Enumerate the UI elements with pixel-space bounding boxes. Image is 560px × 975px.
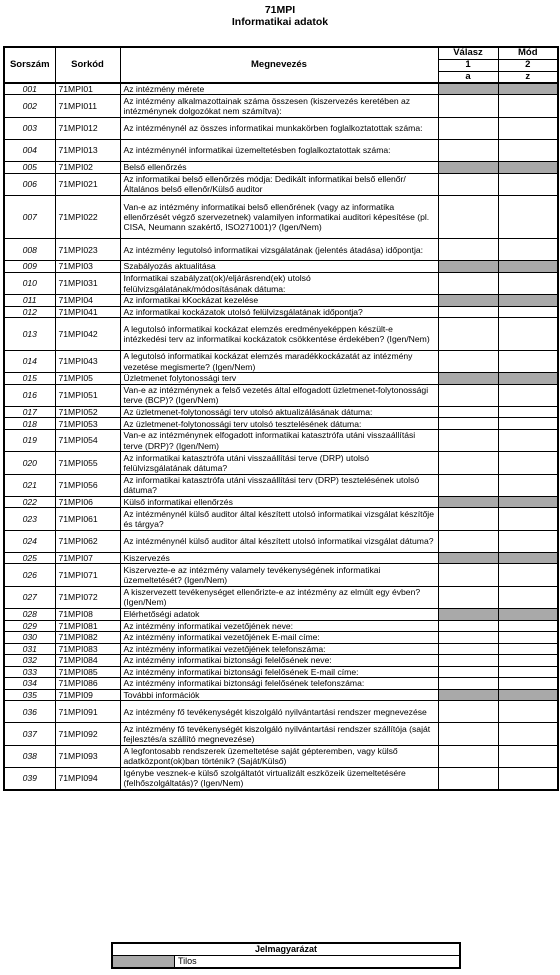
row-mod-cell[interactable] <box>498 429 558 451</box>
row-sorszam: 032 <box>4 655 55 667</box>
row-valasz-cell[interactable] <box>438 586 498 608</box>
col-header-sorkod: Sorkód <box>55 47 120 83</box>
row-sorszam: 016 <box>4 384 55 406</box>
row-sorkod: 71MPI011 <box>55 95 120 117</box>
row-mod-cell[interactable] <box>498 643 558 655</box>
row-sorszam: 022 <box>4 496 55 508</box>
row-megnevezes: Az informatikai katasztrófa utáni visszaállítási terve (DRP) utolsó felülvizsgálatának dátuma? <box>120 452 438 474</box>
row-mod-cell[interactable] <box>498 173 558 195</box>
row-sorszam: 004 <box>4 139 55 161</box>
table-row <box>4 117 558 139</box>
table-row <box>4 95 558 117</box>
row-valasz-cell <box>438 373 498 385</box>
row-mod-cell <box>498 162 558 174</box>
row-megnevezes: A kiszervezett tevékenységet ellenőrizte-e az intézmény az elmúlt egy évben? (Igen/Nem) <box>120 586 438 608</box>
row-valasz-cell[interactable] <box>438 350 498 372</box>
row-sorszam: 006 <box>4 173 55 195</box>
row-megnevezes: Az intézmény informatikai biztonsági felelősének E-mail címe: <box>120 666 438 678</box>
row-sorkod: 71MPI05 <box>55 373 120 385</box>
row-valasz-cell <box>438 162 498 174</box>
row-valasz-cell <box>438 295 498 307</box>
row-megnevezes: Elérhetőségi adatok <box>120 609 438 621</box>
row-valasz-cell[interactable] <box>438 474 498 496</box>
row-valasz-cell[interactable] <box>438 195 498 238</box>
table-row <box>4 496 558 508</box>
row-sorkod: 71MPI083 <box>55 643 120 655</box>
row-mod-cell[interactable] <box>498 586 558 608</box>
table-row <box>4 272 558 294</box>
row-sorkod: 71MPI02 <box>55 162 120 174</box>
row-sorszam: 002 <box>4 95 55 117</box>
row-sorkod: 71MPI041 <box>55 306 120 318</box>
table-row <box>4 83 558 95</box>
form-code: 71MPI <box>264 4 296 16</box>
legend-title: Jelmagyarázat <box>112 943 460 956</box>
row-megnevezes: Az informatikai kKockázat kezelése <box>120 295 438 307</box>
table-row <box>4 508 558 530</box>
row-valasz-cell[interactable] <box>438 318 498 351</box>
row-mod-cell[interactable] <box>498 350 558 372</box>
row-sorszam: 024 <box>4 530 55 552</box>
table-row <box>4 452 558 474</box>
table-row <box>4 564 558 586</box>
row-megnevezes: A legutolsó informatikai kockázat elemzés maradékkockázatát az intézmény vezetése megismerte? (Igen/Nem) <box>120 350 438 372</box>
table-row <box>4 723 558 745</box>
row-valasz-cell[interactable] <box>438 745 498 767</box>
table-row <box>4 655 558 667</box>
row-sorkod: 71MPI055 <box>55 452 120 474</box>
row-sorkod: 71MPI04 <box>55 295 120 307</box>
row-sorszam: 008 <box>4 239 55 261</box>
table-header <box>4 47 558 83</box>
table-row <box>4 384 558 406</box>
row-megnevezes: Az intézmény mérete <box>120 83 438 95</box>
row-sorszam: 007 <box>4 195 55 238</box>
row-valasz-cell <box>438 496 498 508</box>
table-row <box>4 295 558 307</box>
row-sorkod: 71MPI013 <box>55 139 120 161</box>
row-valasz-cell[interactable] <box>438 452 498 474</box>
row-mod-cell <box>498 83 558 95</box>
row-megnevezes: Szabályozás aktualitása <box>120 261 438 273</box>
row-mod-cell[interactable] <box>498 701 558 723</box>
row-sorszam: 021 <box>4 474 55 496</box>
row-valasz-cell[interactable] <box>438 117 498 139</box>
row-sorkod: 71MPI023 <box>55 239 120 261</box>
table-row <box>4 767 558 789</box>
col-header-valasz-letter: a <box>438 71 498 83</box>
row-sorkod: 71MPI054 <box>55 429 120 451</box>
row-mod-cell <box>498 373 558 385</box>
row-sorkod: 71MPI082 <box>55 632 120 644</box>
table-row <box>4 418 558 430</box>
row-sorszam: 028 <box>4 609 55 621</box>
row-sorkod: 71MPI081 <box>55 620 120 632</box>
row-valasz-cell[interactable] <box>438 429 498 451</box>
row-valasz-cell[interactable] <box>438 306 498 318</box>
table-row <box>4 620 558 632</box>
row-sorszam: 003 <box>4 117 55 139</box>
row-megnevezes: Az intézmény legutolsó informatikai vizsgálatának (jelentés átadása) időpontja: <box>120 239 438 261</box>
row-sorszam: 019 <box>4 429 55 451</box>
table-row <box>4 306 558 318</box>
col-header-valasz-num: 1 <box>438 59 498 71</box>
row-sorkod: 71MPI056 <box>55 474 120 496</box>
row-sorszam: 035 <box>4 689 55 701</box>
table-row <box>4 530 558 552</box>
row-megnevezes: Az intézmény fő tevékenységét kiszolgáló nyilvántartási rendszer megnevezése <box>120 701 438 723</box>
row-mod-cell[interactable] <box>498 474 558 496</box>
col-header-sorszam: Sorszám <box>4 47 55 83</box>
row-sorszam: 020 <box>4 452 55 474</box>
table-row <box>4 318 558 351</box>
row-valasz-cell <box>438 261 498 273</box>
row-megnevezes: A legfontosabb rendszerek üzemeltetése saját gépteremben, vagy külső adatközpont(ok)ban történik? (Saját/Külső) <box>120 745 438 767</box>
row-valasz-cell[interactable] <box>438 643 498 655</box>
row-mod-cell[interactable] <box>498 666 558 678</box>
table-row <box>4 701 558 723</box>
row-sorkod: 71MPI053 <box>55 418 120 430</box>
row-sorszam: 031 <box>4 643 55 655</box>
row-sorszam: 037 <box>4 723 55 745</box>
row-megnevezes: A legutolsó informatikai kockázat elemzés eredményeképpen készült-e intézkedési terv az informatikai kockázatok csökkentése érdekében? (Igen/Nem) <box>120 318 438 351</box>
row-mod-cell[interactable] <box>498 632 558 644</box>
row-valasz-cell[interactable] <box>438 239 498 261</box>
row-sorszam: 011 <box>4 295 55 307</box>
row-megnevezes: Az informatikai kockázatok utolsó felülvizsgálatának időpontja? <box>120 306 438 318</box>
row-sorkod: 71MPI062 <box>55 530 120 552</box>
row-sorszam: 017 <box>4 406 55 418</box>
row-valasz-cell <box>438 609 498 621</box>
row-sorszam: 034 <box>4 678 55 690</box>
row-valasz-cell[interactable] <box>438 666 498 678</box>
row-mod-cell[interactable] <box>498 767 558 789</box>
row-mod-cell[interactable] <box>498 530 558 552</box>
row-megnevezes: Az intézménynél külső auditor által készített utolsó informatikai vizsgálat készítője és tárgya? <box>120 508 438 530</box>
row-sorkod: 71MPI043 <box>55 350 120 372</box>
row-sorszam: 029 <box>4 620 55 632</box>
col-header-megnevezes: Megnevezés <box>120 47 438 83</box>
row-sorkod: 71MPI012 <box>55 117 120 139</box>
row-sorszam: 039 <box>4 767 55 789</box>
row-sorszam: 009 <box>4 261 55 273</box>
row-sorszam: 030 <box>4 632 55 644</box>
row-valasz-cell <box>438 83 498 95</box>
row-sorkod: 71MPI092 <box>55 723 120 745</box>
page-title: Informatikai adatok <box>231 16 329 28</box>
row-valasz-cell[interactable] <box>438 139 498 161</box>
row-sorkod: 71MPI071 <box>55 564 120 586</box>
table-row <box>4 666 558 678</box>
row-mod-cell <box>498 609 558 621</box>
row-mod-cell <box>498 552 558 564</box>
row-megnevezes: Az intézmény informatikai vezetőjének neve: <box>120 620 438 632</box>
row-sorszam: 015 <box>4 373 55 385</box>
row-sorszam: 027 <box>4 586 55 608</box>
row-sorkod: 71MPI091 <box>55 701 120 723</box>
table-row <box>4 678 558 690</box>
row-megnevezes: Kiszervezés <box>120 552 438 564</box>
row-valasz-cell[interactable] <box>438 95 498 117</box>
table-row <box>4 162 558 174</box>
row-sorkod: 71MPI051 <box>55 384 120 406</box>
table-row <box>4 373 558 385</box>
row-mod-cell <box>498 261 558 273</box>
row-megnevezes: Az üzletmenet-folytonossági terv utolsó tesztelésének dátuma: <box>120 418 438 430</box>
row-valasz-cell[interactable] <box>438 564 498 586</box>
col-header-valasz: Válasz <box>438 47 498 59</box>
row-sorkod: 71MPI072 <box>55 586 120 608</box>
row-mod-cell[interactable] <box>498 406 558 418</box>
row-valasz-cell[interactable] <box>438 620 498 632</box>
row-sorszam: 018 <box>4 418 55 430</box>
row-megnevezes: További információk <box>120 689 438 701</box>
row-sorkod: 71MPI086 <box>55 678 120 690</box>
row-sorkod: 71MPI042 <box>55 318 120 351</box>
row-mod-cell[interactable] <box>498 318 558 351</box>
row-megnevezes: Az intézmény informatikai biztonsági felelősének telefonszáma: <box>120 678 438 690</box>
row-sorszam: 012 <box>4 306 55 318</box>
row-mod-cell[interactable] <box>498 139 558 161</box>
row-mod-cell[interactable] <box>498 745 558 767</box>
row-megnevezes: Az informatikai katasztrófa utáni visszaállítási terv (DRP) tesztelésének utolsó dátuma? <box>120 474 438 496</box>
row-mod-cell <box>498 496 558 508</box>
table-body <box>4 83 558 790</box>
row-megnevezes: Kiszervezte-e az intézmény valamely tevékenységének informatikai üzemeltetését? (Igen/Nem) <box>120 564 438 586</box>
row-megnevezes: Az intézmény informatikai vezetőjének telefonszáma: <box>120 643 438 655</box>
table-row <box>4 474 558 496</box>
table-row <box>4 195 558 238</box>
row-sorkod: 71MPI022 <box>55 195 120 238</box>
row-valasz-cell[interactable] <box>438 767 498 789</box>
table-row <box>4 609 558 621</box>
row-megnevezes: Igénybe vesznek-e külső szolgáltatót virtualizált eszközeik üzemeltetésére (felhőszolgáltatás)? (Igen/Nem) <box>120 767 438 789</box>
row-megnevezes: Informatikai szabályzat(ok)/eljárásrend(ek) utolsó felülvizsgálatának/módosításának dátuma: <box>120 272 438 294</box>
row-megnevezes: Az intézménynél külső auditor által készített utolsó informatikai vizsgálat dátuma? <box>120 530 438 552</box>
row-megnevezes: Az intézmény alkalmazottainak száma összesen (kiszervezés keretében az intézménynek dolgozókat nem számítva): <box>120 95 438 117</box>
row-mod-cell[interactable] <box>498 384 558 406</box>
row-megnevezes: Az üzletmenet-folytonossági terv utolsó aktualizálásának dátuma: <box>120 406 438 418</box>
row-megnevezes: Külső informatikai ellenőrzés <box>120 496 438 508</box>
row-valasz-cell[interactable] <box>438 272 498 294</box>
table-row <box>4 586 558 608</box>
row-megnevezes: Az intézménynél az összes informatikai munkakörben foglalkoztatottak száma: <box>120 117 438 139</box>
row-mod-cell[interactable] <box>498 678 558 690</box>
row-megnevezes: Az intézmény informatikai biztonsági felelősének neve: <box>120 655 438 667</box>
row-megnevezes: Az intézménynél informatikai üzemeltetésben foglalkoztatottak száma: <box>120 139 438 161</box>
row-valasz-cell[interactable] <box>438 678 498 690</box>
row-valasz-cell[interactable] <box>438 418 498 430</box>
legend-label-tilos: Tilos <box>175 956 461 969</box>
table-row <box>4 643 558 655</box>
table-row <box>4 173 558 195</box>
row-mod-cell[interactable] <box>498 117 558 139</box>
table-row <box>4 406 558 418</box>
table-row <box>4 239 558 261</box>
row-valasz-cell <box>438 689 498 701</box>
row-sorszam: 025 <box>4 552 55 564</box>
row-sorkod: 71MPI061 <box>55 508 120 530</box>
row-sorkod: 71MPI06 <box>55 496 120 508</box>
row-sorszam: 023 <box>4 508 55 530</box>
row-mod-cell[interactable] <box>498 452 558 474</box>
row-mod-cell[interactable] <box>498 272 558 294</box>
row-sorszam: 014 <box>4 350 55 372</box>
row-sorszam: 001 <box>4 83 55 95</box>
table-row <box>4 632 558 644</box>
row-megnevezes: Az intézmény informatikai vezetőjének E-mail címe: <box>120 632 438 644</box>
row-mod-cell[interactable] <box>498 723 558 745</box>
row-sorkod: 71MPI085 <box>55 666 120 678</box>
row-sorszam: 036 <box>4 701 55 723</box>
row-sorkod: 71MPI09 <box>55 689 120 701</box>
row-sorkod: 71MPI084 <box>55 655 120 667</box>
row-sorszam: 038 <box>4 745 55 767</box>
row-mod-cell[interactable] <box>498 655 558 667</box>
row-mod-cell[interactable] <box>498 564 558 586</box>
legend-swatch-tilos <box>112 956 175 969</box>
row-megnevezes: Van-e az intézmény informatikai belső ellenőrének (vagy az informatika ellenőrzését végző szervezetnek) valamilyen informatikai auditori képesítése (pl. CISA, Neumann szakértő, ISO271001)? (Igen/Nem) <box>120 195 438 238</box>
row-sorszam: 013 <box>4 318 55 351</box>
row-mod-cell[interactable] <box>498 508 558 530</box>
row-valasz-cell[interactable] <box>438 406 498 418</box>
row-mod-cell[interactable] <box>498 95 558 117</box>
row-sorkod: 71MPI052 <box>55 406 120 418</box>
row-sorkod: 71MPI021 <box>55 173 120 195</box>
row-valasz-cell[interactable] <box>438 508 498 530</box>
row-mod-cell[interactable] <box>498 239 558 261</box>
row-mod-cell[interactable] <box>498 620 558 632</box>
row-sorkod: 71MPI01 <box>55 83 120 95</box>
row-mod-cell <box>498 295 558 307</box>
row-sorkod: 71MPI07 <box>55 552 120 564</box>
row-sorkod: 71MPI031 <box>55 272 120 294</box>
row-megnevezes: Az intézmény fő tevékenységét kiszolgáló nyilvántartási rendszer szállítója (saját fejlesztés/a szállító megnevezése) <box>120 723 438 745</box>
table-row <box>4 350 558 372</box>
row-megnevezes: Belső ellenőrzés <box>120 162 438 174</box>
row-megnevezes: Van-e az intézménynek a felső vezetés által elfogadott üzletmenet-folytonossági terve (BCP)? (Igen/Nem) <box>120 384 438 406</box>
row-sorkod: 71MPI08 <box>55 609 120 621</box>
col-header-mod-num: 2 <box>498 59 558 71</box>
col-header-mod: Mód <box>498 47 558 59</box>
row-megnevezes: Van-e az intézménynek elfogadott informatikai katasztrófa utáni visszaállítási terve (DRP)? (Igen/Nem) <box>120 429 438 451</box>
row-valasz-cell[interactable] <box>438 530 498 552</box>
data-table <box>3 46 559 791</box>
table-row <box>4 139 558 161</box>
row-sorkod: 71MPI094 <box>55 767 120 789</box>
row-megnevezes: Üzletmenet folytonossági terv <box>120 373 438 385</box>
row-sorszam: 005 <box>4 162 55 174</box>
table-row <box>4 261 558 273</box>
row-valasz-cell[interactable] <box>438 632 498 644</box>
row-mod-cell[interactable] <box>498 418 558 430</box>
row-mod-cell[interactable] <box>498 306 558 318</box>
table-row <box>4 689 558 701</box>
row-valasz-cell[interactable] <box>438 701 498 723</box>
table-row <box>4 429 558 451</box>
row-valasz-cell[interactable] <box>438 173 498 195</box>
row-sorszam: 010 <box>4 272 55 294</box>
row-sorszam: 026 <box>4 564 55 586</box>
table-row <box>4 745 558 767</box>
row-sorkod: 71MPI093 <box>55 745 120 767</box>
row-megnevezes: Az informatikai belső ellenőrzés módja: Dedikált informatikai belső ellenőr/Általános belső ellenőr/Külső auditor <box>120 173 438 195</box>
col-header-mod-letter: z <box>498 71 558 83</box>
row-valasz-cell[interactable] <box>438 384 498 406</box>
row-sorkod: 71MPI03 <box>55 261 120 273</box>
row-mod-cell <box>498 689 558 701</box>
row-valasz-cell[interactable] <box>438 655 498 667</box>
row-valasz-cell[interactable] <box>438 723 498 745</box>
row-sorszam: 033 <box>4 666 55 678</box>
row-mod-cell[interactable] <box>498 195 558 238</box>
row-valasz-cell <box>438 552 498 564</box>
legend <box>111 942 461 969</box>
table-row <box>4 552 558 564</box>
